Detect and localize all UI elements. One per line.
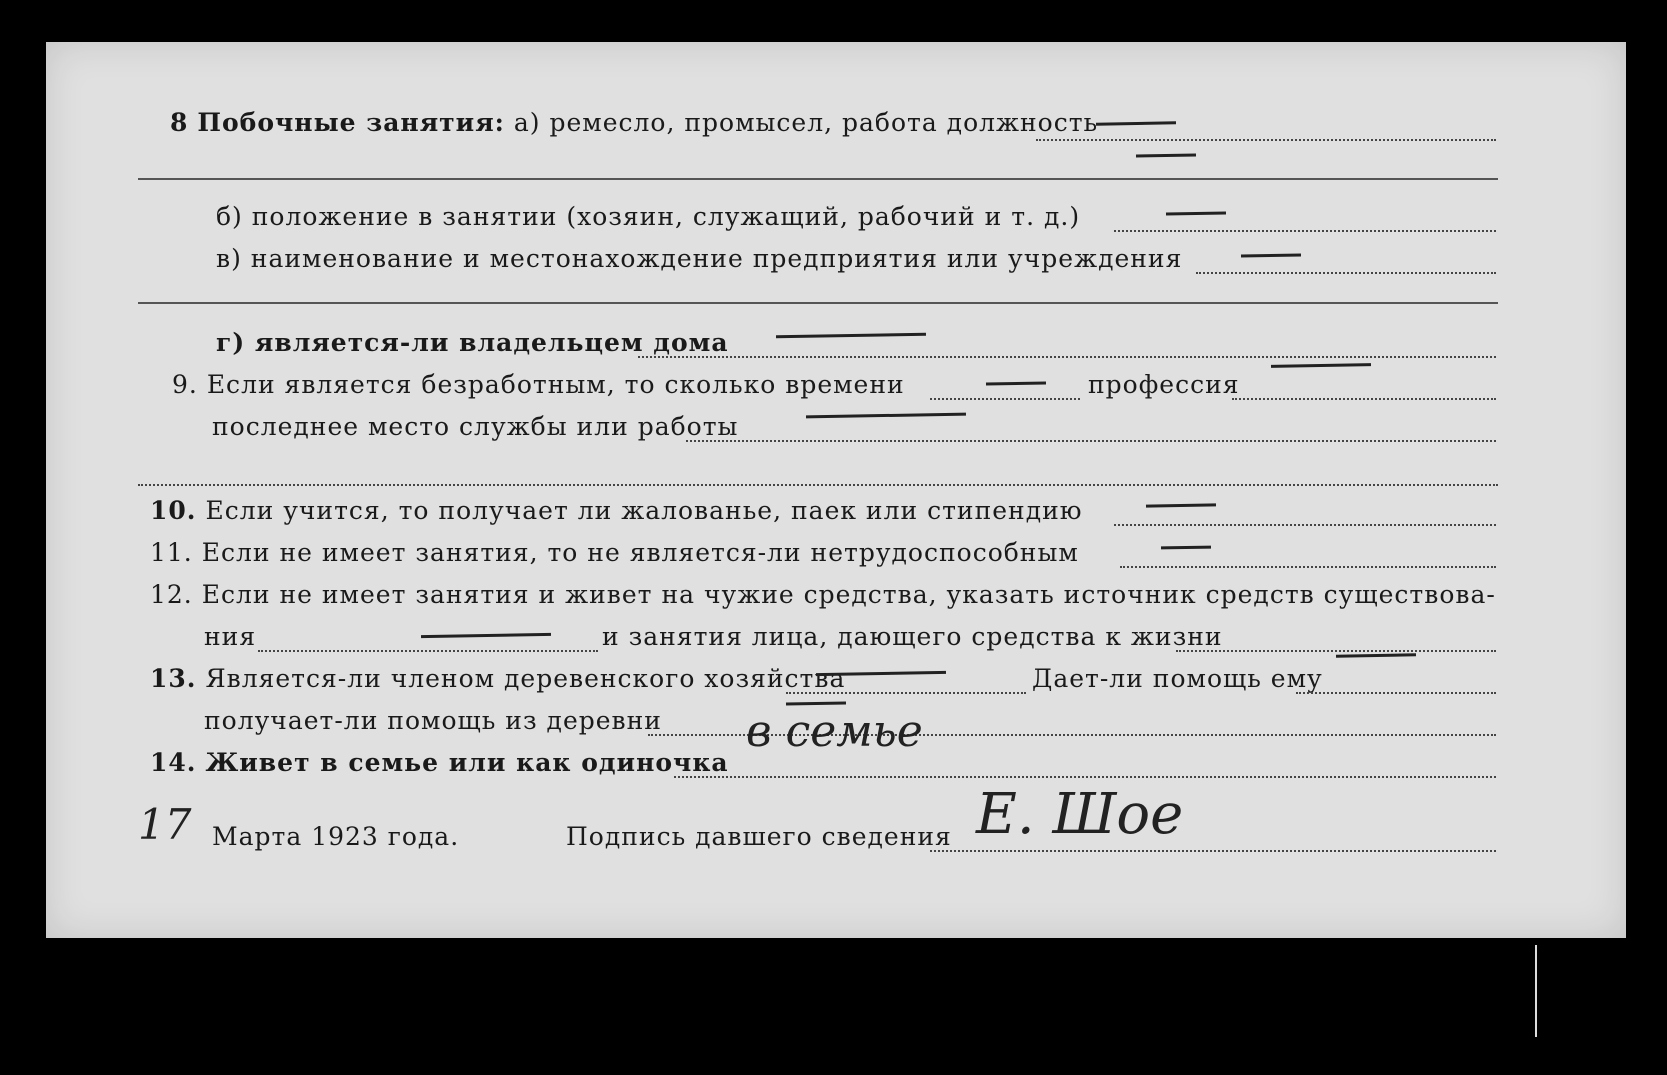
q8-rule-2 — [138, 302, 1498, 304]
signature-handwritten: Е. Шое — [976, 782, 1184, 847]
q10-label: Если учится, то получает ли жалованье, паек или стипендию — [205, 496, 1083, 525]
q9-last-fill — [686, 440, 1496, 442]
q13-cont-line — [204, 706, 662, 736]
q14-handwritten-answer: в семье — [746, 706, 923, 757]
q12-line — [150, 580, 1496, 610]
q8-v-dash — [1241, 253, 1301, 257]
q8-b-line — [216, 202, 1080, 232]
q13-help-fill — [1296, 692, 1496, 694]
q14-label: Живет в семье или как одиночка — [205, 748, 729, 777]
q9-extra-fill — [138, 484, 1498, 486]
q8-b-dash — [1166, 211, 1226, 215]
q14-number: 14. — [150, 748, 197, 777]
q8-g-label: г) является-ли владельцем дома — [216, 328, 729, 357]
q13-help-label: Дает-ли помощь ему — [1032, 664, 1323, 693]
q9-prof-fill — [1232, 398, 1496, 400]
q12-source-fill — [258, 650, 598, 652]
q8-v-line — [216, 244, 1182, 274]
q12-cont-a: ния — [204, 622, 257, 651]
q14-fill — [674, 776, 1496, 778]
q13-line — [150, 664, 845, 694]
q12-person-fill — [1176, 650, 1496, 652]
film-scratch — [1535, 945, 1537, 1037]
q8-g-line — [216, 328, 729, 358]
date-day-handwritten: 17 — [138, 800, 192, 849]
q9-line — [172, 370, 905, 400]
q8-b-label: б) положение в занятии (хозяин, служащий, рабочий и т. д.) — [216, 202, 1081, 231]
q8-a-dash — [1096, 121, 1176, 125]
q9-prof-label: профессия — [1088, 370, 1240, 399]
q8-a-fill — [1036, 139, 1496, 141]
q9-time-dash — [986, 381, 1046, 385]
q9-label: Если является безработным, то сколько времени — [206, 370, 905, 399]
q9-number: 9. — [172, 370, 198, 399]
q11-number: 11. — [150, 538, 193, 567]
q13-member-fill — [786, 692, 1026, 694]
q12-cont-b-line — [602, 622, 1223, 652]
q10-number: 10. — [150, 496, 197, 525]
q8-g-fill — [638, 356, 1496, 358]
q8-title: Побочные занятия: — [197, 108, 505, 137]
census-form-card — [46, 42, 1626, 938]
q11-fill — [1120, 566, 1496, 568]
q8-b-fill — [1114, 230, 1496, 232]
q10-dash — [1146, 503, 1216, 507]
q14-line — [150, 748, 729, 778]
q12-cont-line — [204, 622, 256, 652]
q12-source-dash — [421, 633, 551, 638]
q10-line — [150, 496, 1083, 526]
q10-fill — [1114, 524, 1496, 526]
q8-a-label: а) ремесло, промысел, работа должность — [513, 108, 1099, 137]
q8-g-dash — [776, 333, 926, 339]
signature-line — [566, 822, 952, 852]
q13-help-line — [1032, 664, 1323, 694]
signature-fill — [930, 850, 1496, 852]
q9-time-fill — [930, 398, 1080, 400]
q8-a-dash-2 — [1136, 153, 1196, 157]
date-month-year: Марта 1923 года. — [212, 822, 460, 851]
q8-v-label: в) наименование и местонахождение предприятия или учреждения — [216, 244, 1183, 273]
q13-cont-label: получает-ли помощь из деревни — [204, 706, 662, 735]
q8-number: 8 — [170, 108, 189, 137]
q9-last-line — [212, 412, 738, 442]
q13-help-dash — [1336, 653, 1416, 657]
q12-label: Если не имеет занятия и живет на чужие средства, указать источник средств существова- — [201, 580, 1496, 609]
q11-label: Если не имеет занятия, то не является-ли нетрудоспособным — [201, 538, 1079, 567]
q8-rule-1 — [138, 178, 1498, 180]
q9-last-label: последнее место службы или работы — [212, 412, 739, 441]
q9-last-dash — [806, 413, 966, 419]
q8-line — [170, 108, 1098, 138]
q9-prof-line — [1088, 370, 1240, 400]
q13-number: 13. — [150, 664, 197, 693]
q13-cont-dash — [786, 701, 846, 705]
q11-line — [150, 538, 1079, 568]
q12-number: 12. — [150, 580, 193, 609]
q13-label: Является-ли членом деревенского хозяйства — [205, 664, 846, 693]
date-line — [212, 822, 459, 852]
q9-prof-dash — [1271, 363, 1371, 368]
signature-label: Подпись давшего сведения — [566, 822, 952, 851]
q8-v-fill — [1196, 272, 1496, 274]
q12-cont-b: и занятия лица, дающего средства к жизни — [602, 622, 1223, 651]
q11-dash — [1161, 546, 1211, 550]
